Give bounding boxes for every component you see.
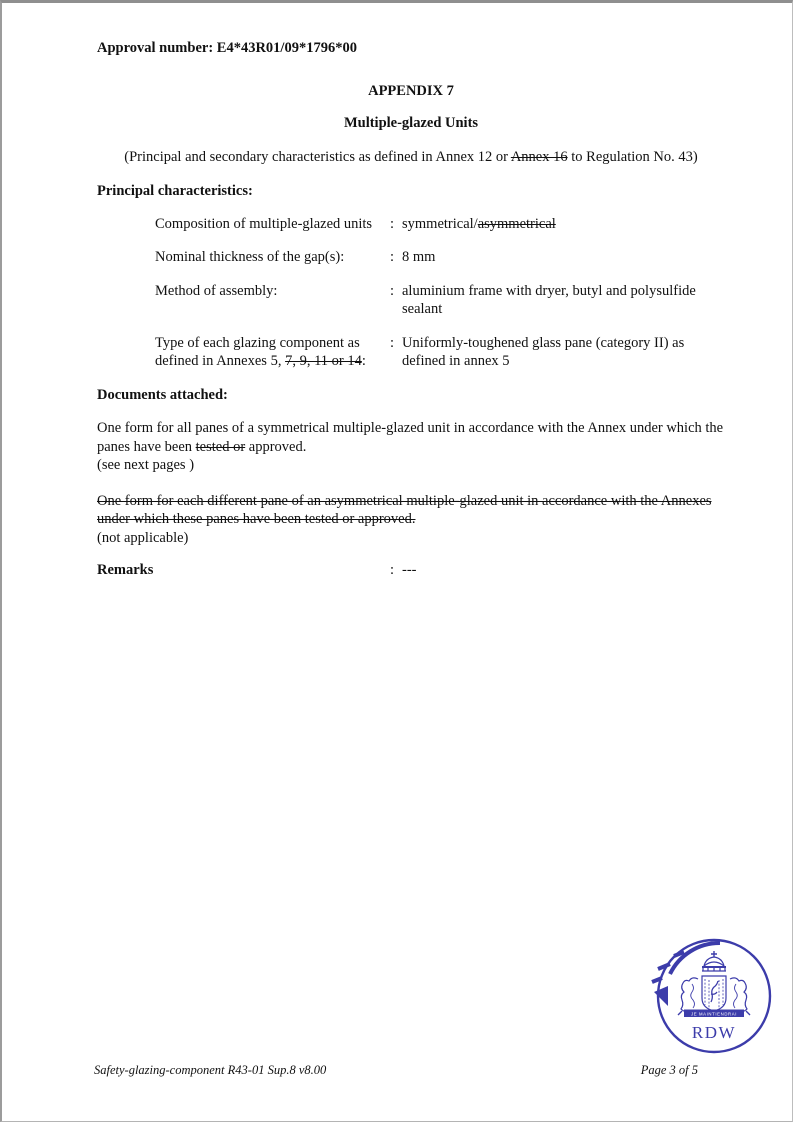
footer-document-id: Safety-glazing-component R43-01 Sup.8 v8.00 [94, 1063, 327, 1077]
colon-separator: : [390, 249, 395, 265]
characteristic-label: Method of assembly: [155, 282, 278, 299]
rdw-stamp [648, 934, 778, 1059]
footer-page-number: Page 3 of 5 [640, 1063, 698, 1077]
approval-number-line: Approval number: E4*43R01/09*1796*00 [97, 40, 357, 56]
colon-separator: : [390, 562, 395, 578]
paragraph-note: (see next pages ) [97, 457, 195, 473]
stamp-wedge-mark [654, 986, 668, 1006]
stamp-dash-marks [652, 952, 684, 982]
crown-icon [702, 951, 726, 971]
stamp-rdw-text: RDW [691, 1023, 737, 1042]
documents-paragraph-2 [97, 492, 725, 548]
shield-icon [702, 976, 726, 1011]
left-lion-icon [681, 978, 698, 1013]
colon-separator: : [390, 282, 395, 299]
characteristic-value: 8 mm [402, 249, 436, 265]
principal-characteristics-heading: Principal characteristics: [97, 183, 253, 199]
intro-line: (Principal and secondary characteristics as defined in Annex 12 or Annex 16 to Regulation No. 43) [124, 148, 698, 165]
document-content [97, 39, 725, 580]
characteristic-row [155, 282, 725, 319]
colon-separator: : [390, 334, 395, 351]
documents-attached-heading: Documents attached: [97, 386, 228, 403]
remarks-label: Remarks [97, 562, 154, 578]
characteristic-value: symmetrical/asymmetrical [402, 215, 556, 232]
characteristic-row [155, 248, 725, 267]
colon-separator: : [390, 215, 395, 232]
characteristic-value: aluminium frame with dryer, butyl and polysulfide sealant [402, 282, 696, 317]
characteristic-label: Nominal thickness of the gap(s): [155, 249, 345, 265]
characteristic-row [155, 334, 725, 371]
paragraph-text: One form for all panes of a symmetrical multiple-glazed unit in accordance with the Annex under which the panes have been tested or approved. [97, 420, 724, 455]
stamp-swoosh-mark [670, 943, 720, 974]
appendix-title: APPENDIX 7 [368, 82, 454, 99]
motto-banner [678, 1010, 750, 1018]
paragraph-note: (not applicable) [97, 529, 189, 546]
characteristic-row [155, 215, 725, 234]
documents-paragraph-1 [97, 419, 725, 475]
characteristic-value: Uniformly-toughened glass pane (category II) as defined in annex 5 [402, 334, 685, 369]
characteristic-label: Type of each glazing component as defined in Annexes 5, 7, 9, 11 or 14: [155, 334, 366, 369]
appendix-subtitle: Multiple-glazed Units [343, 115, 479, 131]
right-lion-icon [730, 978, 747, 1013]
remarks-row [97, 561, 725, 580]
remarks-value: --- [402, 562, 417, 578]
characteristics-table [97, 215, 725, 371]
characteristic-label: Composition of multiple-glazed units [155, 215, 373, 232]
stamp-motto-text: JE MAINTIENDRAI [690, 1011, 738, 1017]
paragraph-text-struck: One form for each different pane of an asymmetrical multiple-glazed unit in accordance with the Annexes under which these panes have been tested or approved. [97, 492, 712, 527]
